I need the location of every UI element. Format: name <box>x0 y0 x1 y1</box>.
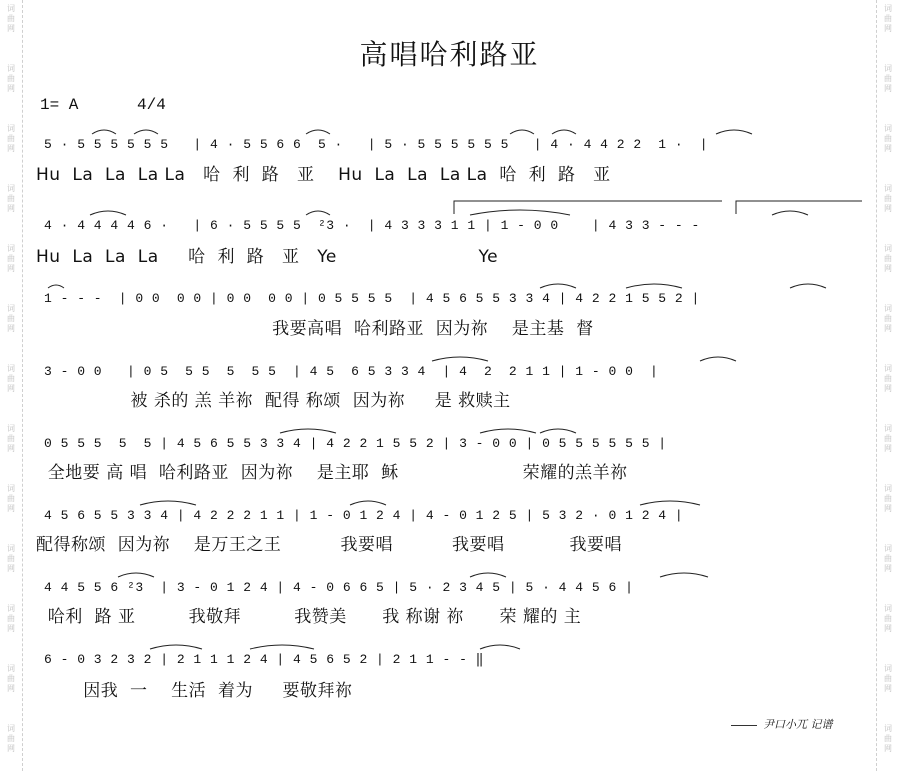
watermark-char: 曲 <box>7 674 15 683</box>
slur-mark <box>306 130 330 134</box>
slur-mark <box>540 284 576 288</box>
slur-mark <box>90 211 126 215</box>
watermark-char: 曲 <box>884 314 892 323</box>
watermark-char: 网 <box>884 144 892 153</box>
transcriber-credit <box>731 716 833 732</box>
slur-mark <box>540 429 576 433</box>
slur-mark <box>280 429 336 433</box>
watermark-char: 词 <box>7 184 15 193</box>
slur-mark <box>716 130 752 134</box>
slur-mark <box>48 285 64 288</box>
slur-mark <box>552 130 576 134</box>
slur-mark <box>250 645 314 649</box>
watermark-char: 曲 <box>884 374 892 383</box>
lyrics-line-5: 全地要 高 唱 哈利路亚 因为祢 是主耶 稣 荣耀的羔羊祢 <box>36 463 628 483</box>
watermark-char: 曲 <box>884 554 892 563</box>
watermark-char: 词 <box>884 244 892 253</box>
watermark-char: 曲 <box>884 254 892 263</box>
watermark-char: 曲 <box>7 314 15 323</box>
watermark-char: 网 <box>7 684 15 693</box>
slur-mark <box>306 211 330 215</box>
watermark-char: 曲 <box>7 14 15 23</box>
watermark-char: 网 <box>7 204 15 213</box>
watermark-char: 网 <box>7 84 15 93</box>
notation-line-1: 5 · 5 5 5 5 5 5 | 4 · 5 5 6 6 5 · | 5 · 5 5 5 5 5 5 | 4 · 4 4 2 2 1 · | <box>44 137 709 152</box>
watermark-char: 曲 <box>884 494 892 503</box>
watermark-char: 曲 <box>7 194 15 203</box>
watermark-char: 网 <box>884 444 892 453</box>
watermark-char: 网 <box>7 264 15 273</box>
watermark-char: 网 <box>7 144 15 153</box>
watermark-char: 词 <box>7 4 15 13</box>
slur-mark <box>660 573 708 577</box>
watermark-char: 词 <box>884 64 892 73</box>
watermark-char: 曲 <box>884 674 892 683</box>
watermark-char: 曲 <box>7 494 15 503</box>
watermark-char: 词 <box>7 364 15 373</box>
watermark-char: 曲 <box>884 734 892 743</box>
watermark-char: 曲 <box>7 374 15 383</box>
watermark-char: 网 <box>884 84 892 93</box>
watermark-char: 曲 <box>7 74 15 83</box>
slur-mark <box>510 130 534 134</box>
watermark-char: 曲 <box>7 734 15 743</box>
slur-mark <box>118 573 154 577</box>
watermark-char: 词 <box>884 604 892 613</box>
watermark-char: 网 <box>884 624 892 633</box>
slur-mark <box>350 501 386 505</box>
lyrics-line-6: 配得称颂 因为祢 是万王之王 我要唱 我要唱 我要唱 <box>36 535 622 555</box>
watermark-char: 曲 <box>884 14 892 23</box>
slur-mark <box>470 210 570 215</box>
watermark-char: 词 <box>884 304 892 313</box>
watermark-char: 网 <box>884 384 892 393</box>
watermark-char: 网 <box>884 744 892 753</box>
watermark-char: 网 <box>884 684 892 693</box>
watermark-char: 曲 <box>884 74 892 83</box>
watermark-char: 曲 <box>7 254 15 263</box>
watermark-char: 词 <box>884 664 892 673</box>
lyrics-line-8: 因我 一 生活 着为 要敬拜祢 <box>36 681 353 701</box>
slur-mark <box>700 357 736 361</box>
watermark-char: 网 <box>7 384 15 393</box>
lyrics-line-3: 我要高唱 哈利路亚 因为祢 是主基 督 <box>36 319 594 339</box>
slur-mark <box>432 357 488 361</box>
slur-mark <box>470 573 506 577</box>
watermark-char: 词 <box>884 124 892 133</box>
watermark-char: 曲 <box>7 134 15 143</box>
watermark-char: 词 <box>7 304 15 313</box>
song-title: 高唱哈利路亚 <box>359 38 540 71</box>
notation-line-3: 1 - - - | 0 0 0 0 | 0 0 0 0 | 0 5 5 5 5 | 4 5 6 5 5 3 3 4 | 4 2 2 1 5 5 2 | <box>44 291 700 306</box>
notation-line-8: 6 - 0 3 2 3 2 | 2 1 1 1 2 4 | 4 5 6 5 2 | 2 1 1 - - ‖ <box>44 652 484 667</box>
watermark-char: 词 <box>7 604 15 613</box>
watermark-char: 网 <box>884 504 892 513</box>
lyrics-line-2: Hu La La La 哈 利 路 亚 Ye Ye <box>36 247 499 267</box>
watermark-char: 词 <box>884 424 892 433</box>
watermark-char: 网 <box>884 564 892 573</box>
watermark-char: 词 <box>7 484 15 493</box>
key-signature: 1= A <box>40 96 79 114</box>
slur-mark <box>150 645 202 649</box>
lyrics-line-4: 被 杀的 羔 羊祢 配得 称颂 因为祢 是 救赎主 <box>36 391 511 411</box>
watermark-char: 网 <box>884 324 892 333</box>
watermark-char: 词 <box>884 484 892 493</box>
watermark-char: 曲 <box>884 134 892 143</box>
watermark-char: 网 <box>7 324 15 333</box>
watermark-char: 词 <box>884 724 892 733</box>
watermark-char: 词 <box>884 544 892 553</box>
watermark-char: 词 <box>884 184 892 193</box>
watermark-char: 词 <box>7 544 15 553</box>
watermark-char: 网 <box>884 24 892 33</box>
notation-line-7: 4 4 5 5 6 ²3 | 3 - 0 1 2 4 | 4 - 0 6 6 5 | 5 · 2 3 4 5 | 5 · 4 4 5 6 | <box>44 580 634 595</box>
slur-mark <box>772 211 808 215</box>
notation-line-6: 4 5 6 5 5 3 3 4 | 4 2 2 2 1 1 | 1 - 0 1 2 4 | 4 - 0 1 2 5 | 5 3 2 · 0 1 2 4 | <box>44 508 684 523</box>
watermark-char: 曲 <box>884 614 892 623</box>
slur-mark <box>140 501 196 505</box>
watermark-char: 网 <box>7 504 15 513</box>
lyrics-line-7: 哈利 路 亚 我敬拜 我赞美 我 称谢 祢 荣 耀的 主 <box>36 607 582 627</box>
watermark-char: 词 <box>7 664 15 673</box>
watermark-char: 网 <box>884 264 892 273</box>
slur-mark <box>134 130 158 134</box>
watermark-char: 词 <box>7 64 15 73</box>
slur-mark <box>92 130 116 134</box>
watermark-char: 网 <box>884 204 892 213</box>
volta-bracket <box>454 201 722 214</box>
notation-line-5: 0 5 5 5 5 5 | 4 5 6 5 5 3 3 4 | 4 2 2 1 5 5 2 | 3 - 0 0 | 0 5 5 5 5 5 5 | <box>44 436 667 451</box>
watermark-char: 曲 <box>884 434 892 443</box>
watermark-char: 网 <box>7 24 15 33</box>
watermark-char: 曲 <box>884 194 892 203</box>
watermark-char: 词 <box>884 4 892 13</box>
watermark-char: 网 <box>7 744 15 753</box>
time-signature: 4/4 <box>137 96 166 114</box>
watermark-char: 曲 <box>7 554 15 563</box>
watermark-char: 词 <box>7 724 15 733</box>
slur-mark <box>626 284 682 288</box>
watermark-char: 词 <box>7 244 15 253</box>
slur-mark <box>480 645 520 649</box>
watermark-char: 词 <box>884 364 892 373</box>
watermark-char: 网 <box>7 624 15 633</box>
watermark-char: 曲 <box>7 434 15 443</box>
notation-line-2: 4 · 4 4 4 4 6 · | 6 · 5 5 5 5 ²3 · | 4 3 3 3 1 1 | 1 - 0 0 | 4 3 3 - - - <box>44 218 700 233</box>
credit-text: 尹口小兀 记谱 <box>763 718 833 731</box>
watermark-char: 词 <box>7 124 15 133</box>
slur-mark <box>480 429 536 433</box>
watermark-char: 网 <box>7 564 15 573</box>
watermark-char: 网 <box>7 444 15 453</box>
notation-line-4: 3 - 0 0 | 0 5 5 5 5 5 5 | 4 5 6 5 3 3 4 | 4 2 2 1 1 | 1 - 0 0 | <box>44 364 659 379</box>
slur-mark <box>640 501 700 505</box>
slur-mark <box>790 284 826 288</box>
credit-dash <box>731 725 757 726</box>
watermark-char: 曲 <box>7 614 15 623</box>
lyrics-line-1: Hu La La La La 哈 利 路 亚 Hu La La La La 哈 利 路 亚 <box>36 165 611 185</box>
watermark-char: 词 <box>7 424 15 433</box>
